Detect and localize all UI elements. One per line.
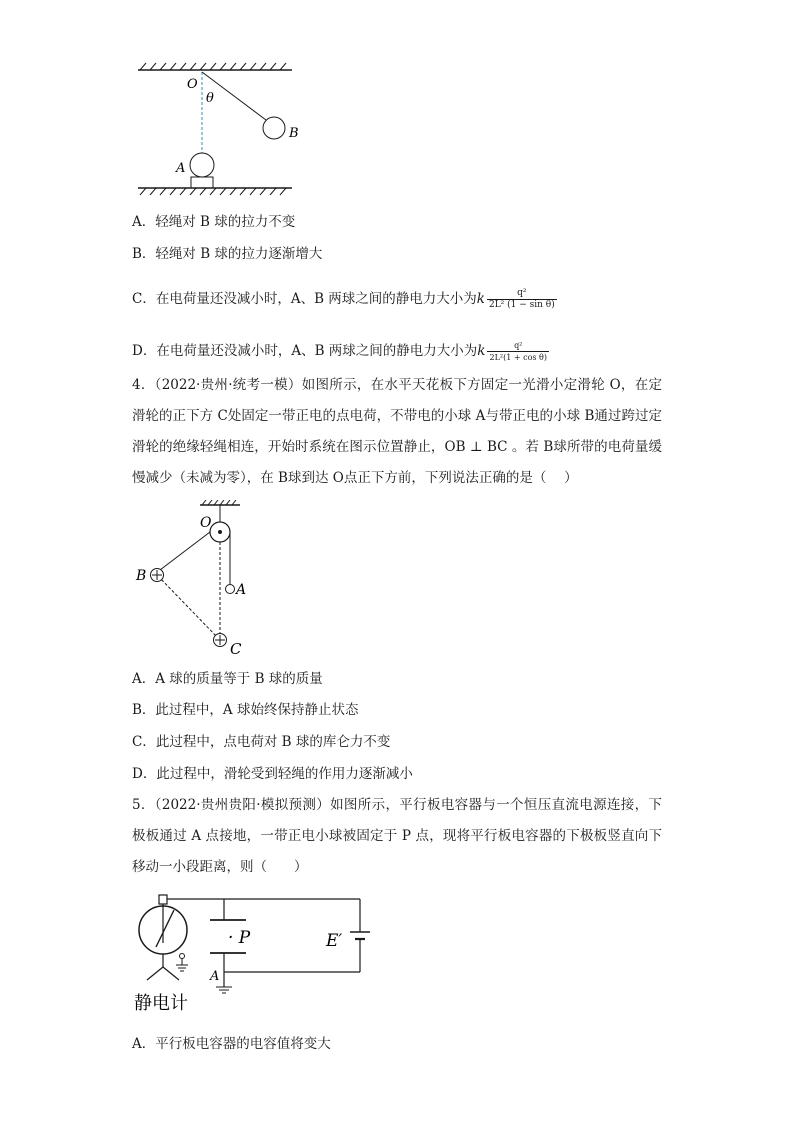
label-E: E′ <box>326 931 343 951</box>
figure-pendulum <box>130 60 310 200</box>
q3-option-c <box>132 288 557 311</box>
figure-capacitor-circuit <box>130 885 380 1025</box>
label-B: B <box>136 568 147 584</box>
fraction-denominator: 2L²(1 + cos θ) <box>489 353 547 362</box>
electrometer-caption: 静电计 <box>134 993 188 1014</box>
label-P: · P <box>228 928 251 948</box>
fraction-numerator: q² <box>514 341 523 350</box>
label-B: B <box>289 126 299 141</box>
figure-pulley <box>130 500 270 660</box>
label-A: A <box>210 969 220 984</box>
q4-stem: 4．（2022·贵州·统考一模）如图所示，在水平天花板下方固定一光滑小定滑轮 O，在定滑轮的正下方 C处固定一带正电的点电荷，不带电的小球 A与带正电的小球 B通过跨过定滑轮的绝缘轻绳相连，开始时系统在图示位置静止，OB ⊥ BC 。若 B球所带的电荷量缓慢减少（未减为零），在 B球到达 O点正下方前，下列说法正确的是（ ） <box>132 377 662 486</box>
q4-option-c: C．此过程中，点电荷对 B 球的库仑力不变 <box>132 734 391 750</box>
label-A: A <box>236 582 247 598</box>
q3-option-c-text: C．在电荷量还没减小时，A、B 两球之间的静电力大小为 <box>132 291 477 307</box>
q3-option-d-fraction <box>487 340 549 363</box>
fraction-denominator: 2L² (1 − sin θ) <box>488 300 555 310</box>
q5-stem: 5．（2022·贵州贵阳·模拟预测）如图所示，平行板电容器与一个恒压直流电源连接，下极板通过 A 点接地，一带正电小球被固定于 P 点，现将平行板电容器的下极板竖直向下移动一小段距离，则（ ） <box>132 797 662 875</box>
q4-option-a: A．A 球的质量等于 B 球的质量 <box>132 671 323 687</box>
label-C: C <box>230 640 242 658</box>
label-A: A <box>176 161 186 176</box>
label-theta: θ <box>206 91 214 106</box>
label-O: O <box>200 515 212 531</box>
q3-option-a: A．轻绳对 B 球的拉力不变 <box>132 214 296 230</box>
fraction-numerator: q² <box>517 288 527 298</box>
q3-option-c-fraction <box>487 288 557 311</box>
q3-option-d <box>132 340 549 363</box>
q5-option-a: A．平行板电容器的电容值将变大 <box>132 1036 331 1052</box>
q4-option-d: D．此过程中，滑轮受到轻绳的作用力逐渐减小 <box>132 766 413 782</box>
q3-option-b: B．轻绳对 B 球的拉力逐渐增大 <box>132 246 323 262</box>
q4-option-b: B．此过程中，A 球始终保持静止状态 <box>132 702 359 718</box>
q3-option-c-k: k <box>476 291 485 307</box>
q3-option-d-k: k <box>477 343 486 359</box>
q3-option-d-text: D．在电荷量还没减小时，A、B 两球之间的静电力大小为 <box>132 343 478 359</box>
label-O: O <box>187 77 198 92</box>
